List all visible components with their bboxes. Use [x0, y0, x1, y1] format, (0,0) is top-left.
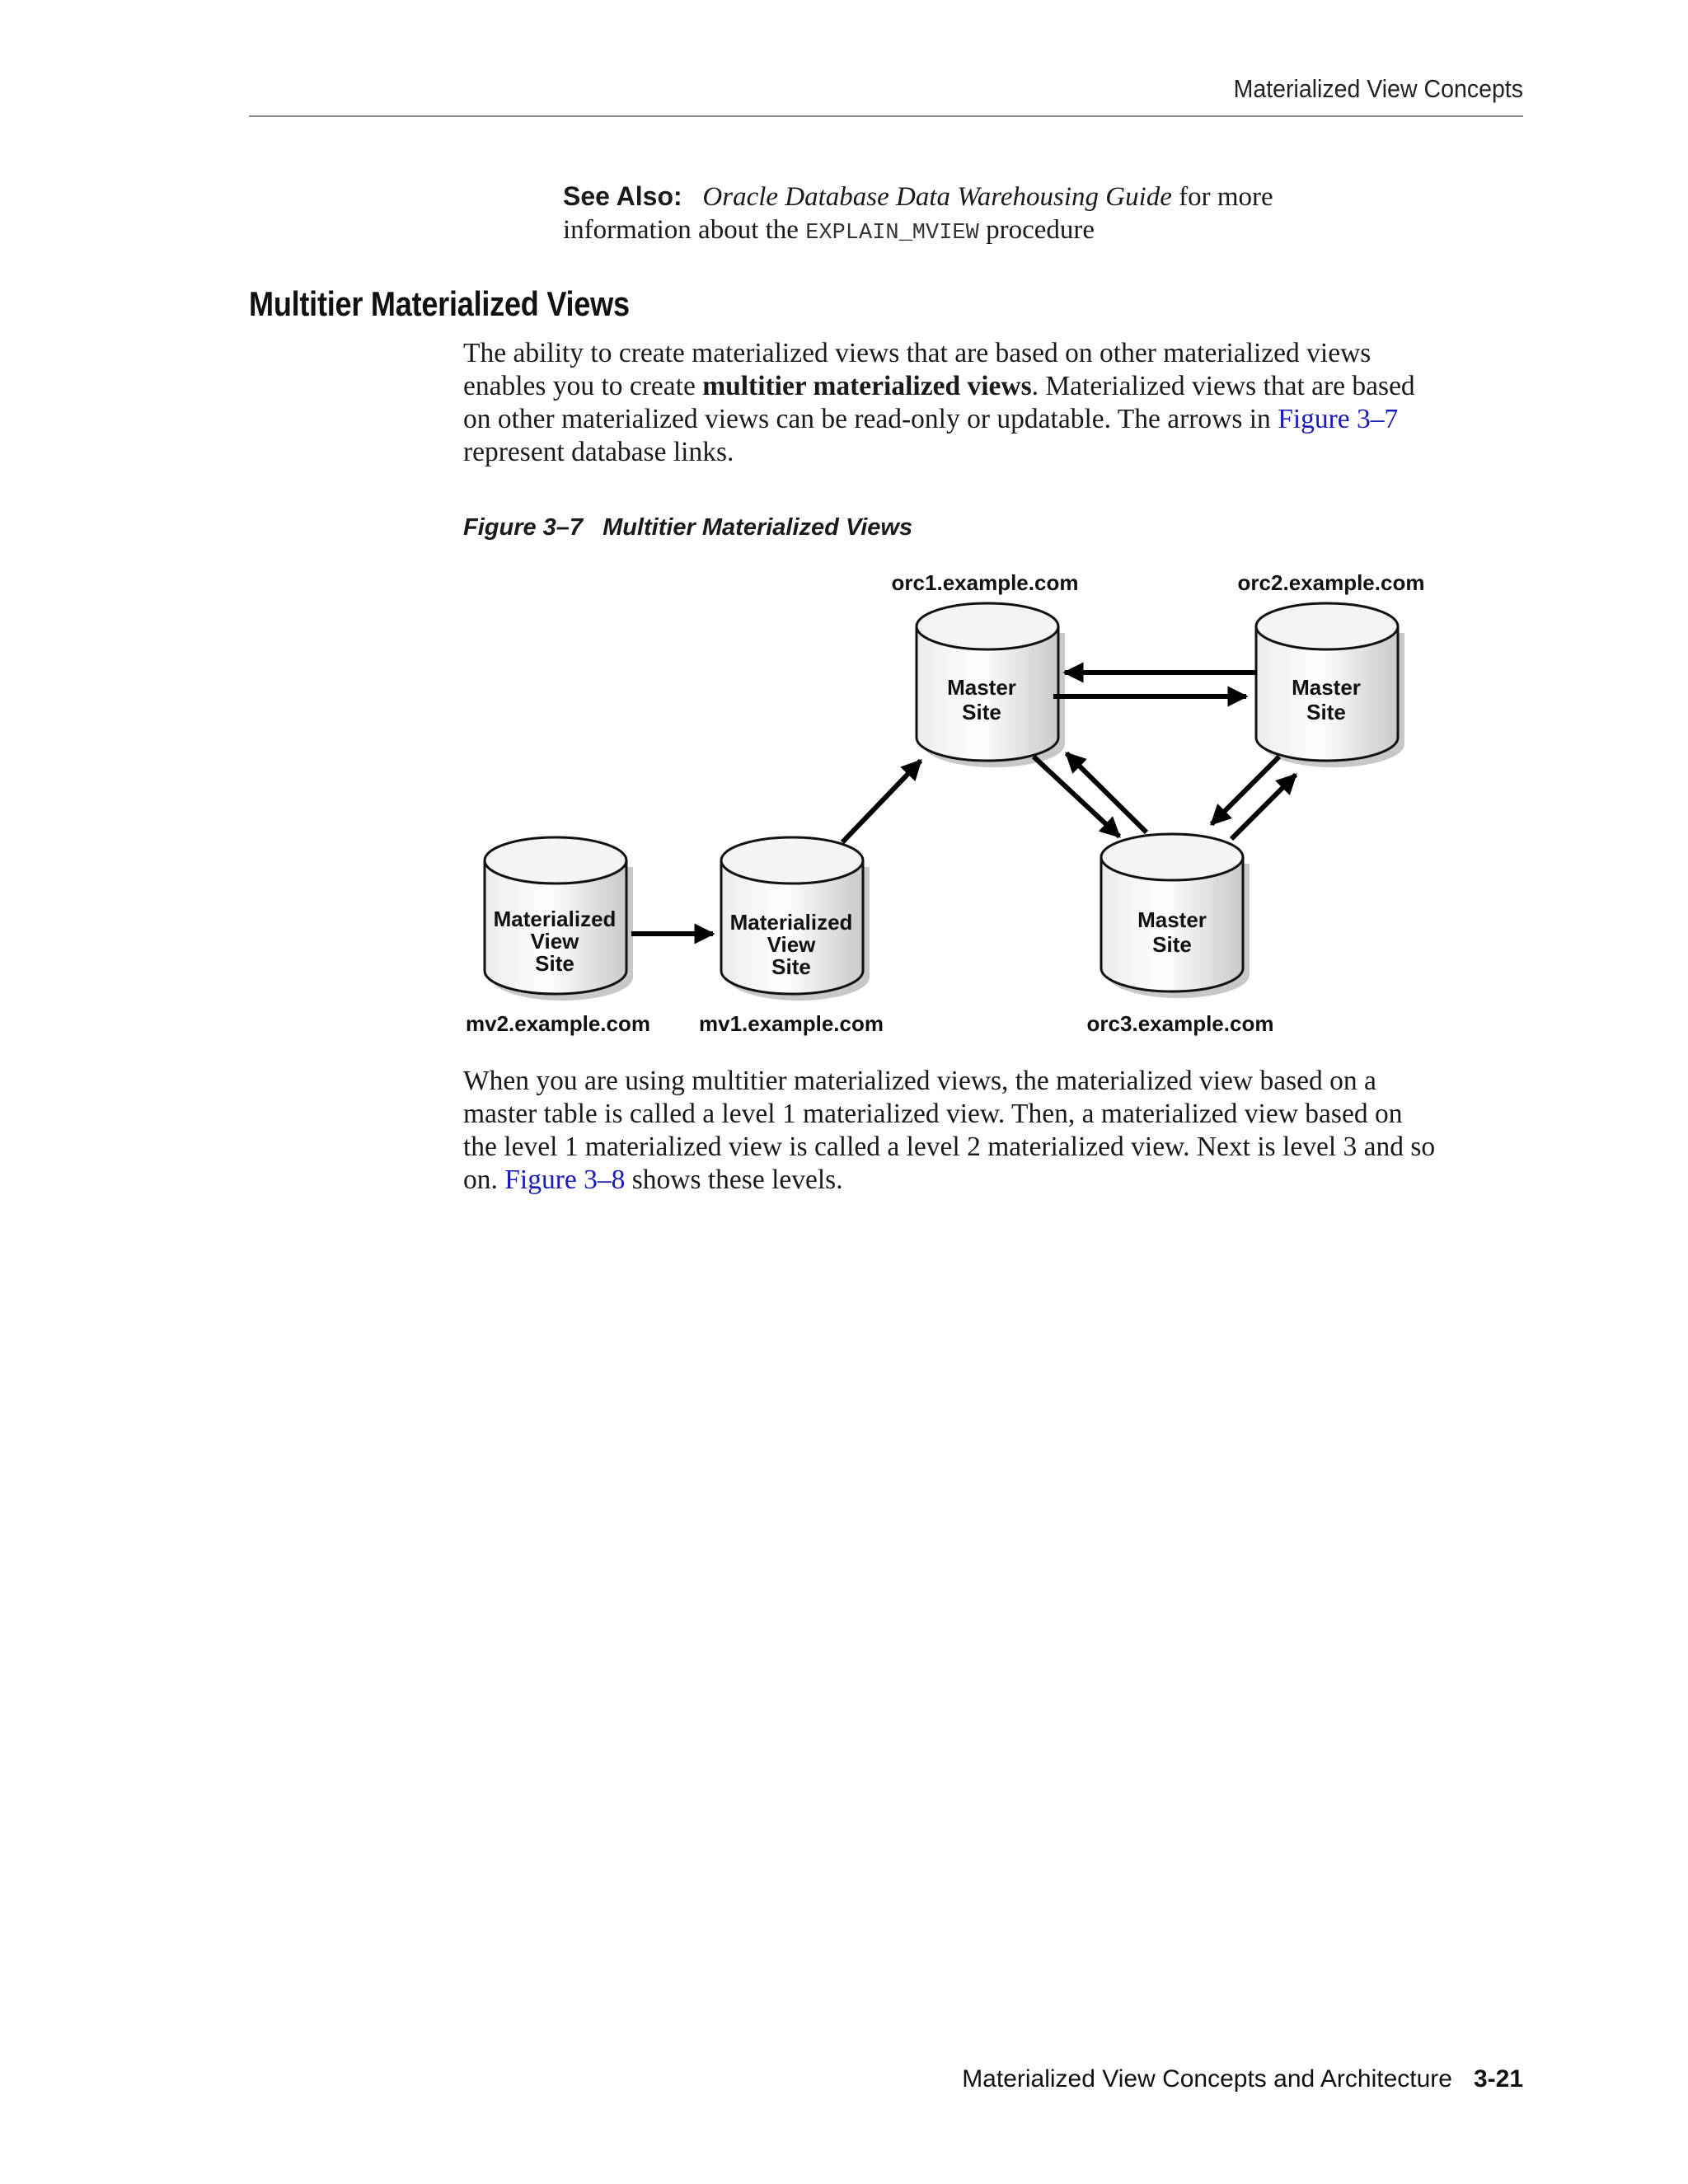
master-site-orc3 [1087, 834, 1274, 1036]
intro-line-2: enables you to create [463, 371, 703, 401]
arrow-orc3-to-orc1 [1067, 753, 1146, 832]
see-also-text-1: for more [1171, 182, 1273, 212]
orc3-label-line1: Master [1137, 907, 1207, 932]
see-also-label: See Also: [563, 181, 682, 211]
footer-chapter-title: Materialized View Concepts and Architecture [962, 2065, 1452, 2093]
page-number: 3-21 [1473, 2065, 1523, 2093]
master-site-orc2 [1238, 570, 1425, 767]
master-site-orc1 [892, 570, 1079, 767]
procedure-name: EXPLAIN_MVIEW [805, 221, 979, 246]
levels-line-4-end: shows these levels. [625, 1165, 843, 1195]
orc2-label-line2: Site [1306, 700, 1346, 724]
figure-number: Figure 3–7 [463, 514, 584, 541]
orc1-hostname: orc1.example.com [891, 570, 1079, 595]
mv2-label-line1: Materialized [493, 907, 617, 931]
intro-line-1: The ability to create materialized views that are based on other materialized views [463, 338, 1372, 368]
mv-site-mv1 [699, 837, 884, 1036]
orc2-hostname: orc2.example.com [1237, 570, 1425, 595]
term-multitier-mv: multitier materialized views [702, 371, 1032, 401]
mv1-label-line3: Site [771, 954, 811, 979]
orc1-label-line2: Site [962, 700, 1001, 724]
running-header: Materialized View Concepts [1233, 74, 1523, 103]
see-also-text-2: information about the [563, 215, 806, 245]
mv2-label-line3: Site [535, 951, 574, 976]
levels-paragraph [463, 1065, 1526, 1197]
orc1-label-line1: Master [947, 675, 1016, 700]
levels-line-4: on. [463, 1165, 505, 1195]
section-title: Multitier Materialized Views [249, 284, 630, 323]
intro-line-2-end: . Materialized views that are based [1031, 371, 1415, 401]
page-footer [824, 2065, 1523, 2093]
figure-title: Multitier Materialized Views [603, 514, 913, 541]
arrow-orc2-to-orc3 [1212, 757, 1279, 824]
intro-line-4: represent database links. [463, 437, 734, 467]
orc3-label-line2: Site [1152, 932, 1192, 957]
orc3-hostname: orc3.example.com [1086, 1011, 1274, 1036]
levels-line-1: When you are using multitier materialized views, the materialized view based on a [463, 1066, 1376, 1096]
book-title: Oracle Database Data Warehousing Guide [702, 182, 1172, 212]
orc2-label-line1: Master [1292, 675, 1361, 700]
mv1-label-line2: View [767, 932, 816, 957]
mv-site-mv2 [466, 837, 650, 1036]
intro-line-3: on other materialized views can be read-only or updatable. The arrows in [463, 404, 1278, 434]
mv1-hostname: mv1.example.com [698, 1011, 884, 1036]
levels-line-3: the level 1 materialized view is called a level 2 materialized view. Next is level 3 and so [463, 1132, 1436, 1162]
mv2-hostname: mv2.example.com [465, 1011, 651, 1036]
see-also-text-3: procedure [978, 215, 1095, 245]
figure-3-8-link[interactable]: Figure 3–8 [504, 1165, 626, 1195]
arrow-orc3-to-orc2 [1231, 775, 1296, 839]
mv2-label-line2: View [530, 929, 579, 954]
arrow-orc1-to-orc3 [1034, 757, 1119, 837]
figure-3-7-link[interactable]: Figure 3–7 [1278, 404, 1399, 434]
arrow-mv1-to-orc1 [842, 761, 921, 842]
mv1-label-line1: Materialized [729, 910, 853, 935]
levels-line-2: master table is called a level 1 materialized view. Then, a materialized view based on [463, 1099, 1403, 1129]
